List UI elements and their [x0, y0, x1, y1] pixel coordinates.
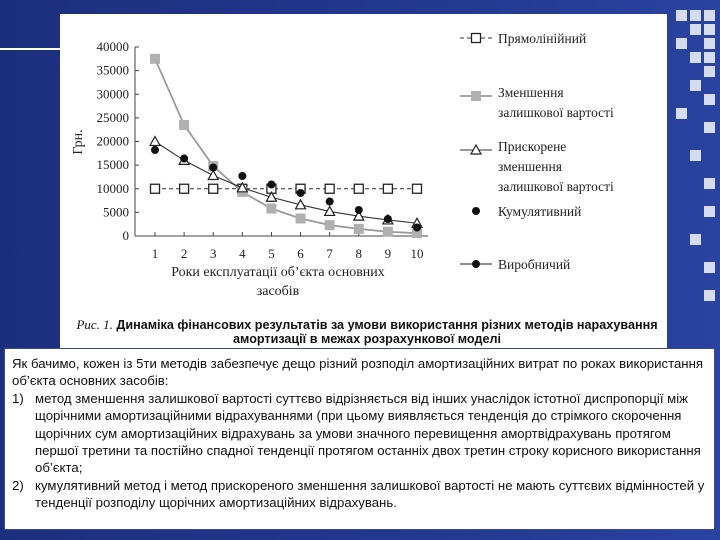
list-number: 1) [12, 390, 24, 406]
x-tick-label: 9 [384, 246, 392, 261]
x-tick-label: 2 [180, 246, 188, 261]
data-point [151, 54, 160, 63]
data-point [384, 215, 392, 223]
data-point [326, 198, 334, 206]
figure-caption [72, 318, 662, 346]
x-tick-label: 4 [239, 246, 246, 261]
x-axis-label: засобів [256, 284, 300, 299]
decorative-square [704, 290, 715, 301]
x-tick-label: 1 [151, 246, 159, 261]
legend-label: Зменшення [498, 85, 564, 100]
decorative-square [690, 80, 701, 91]
series-line-2 [155, 59, 417, 233]
legend-marker [472, 260, 480, 268]
decorative-square [690, 10, 701, 21]
list-item [12, 390, 708, 477]
decorative-square [704, 66, 715, 77]
series-line-3 [155, 142, 417, 224]
data-point [325, 221, 334, 230]
decorative-square [690, 24, 701, 35]
decorative-square [704, 94, 715, 105]
decorative-square [690, 150, 701, 161]
decorative-square [690, 234, 701, 245]
list-item [12, 477, 708, 512]
decorative-square [704, 262, 715, 273]
legend-marker [472, 34, 481, 43]
decorative-square [704, 52, 715, 63]
legend-label: залишкової вартості [498, 105, 614, 120]
y-tick-label: 30000 [96, 86, 129, 102]
data-point [383, 227, 392, 236]
y-tick-label: 15000 [96, 157, 129, 173]
depreciation-chart [60, 14, 667, 348]
x-tick-label: 5 [268, 246, 275, 261]
data-point [355, 206, 363, 214]
data-point [267, 180, 275, 188]
x-tick-label: 10 [410, 246, 424, 261]
data-point [209, 163, 217, 171]
data-point [297, 189, 305, 197]
x-tick-label: 6 [297, 246, 304, 261]
data-point [267, 204, 276, 213]
legend-label: Прискорене [498, 139, 567, 154]
legend-label: Виробничий [498, 257, 571, 272]
data-point [354, 184, 363, 193]
decorative-square [704, 38, 715, 49]
caption-title: Динаміка фінансових результатів за умови використання різних методів нарахування амортизації в межах розрахункової моделі [116, 318, 658, 346]
decorative-square [704, 122, 715, 133]
y-tick-label: 10000 [96, 180, 129, 196]
caption-label: Рис. 1. [76, 317, 113, 332]
data-point [296, 214, 305, 223]
decorative-square [704, 178, 715, 189]
legend-marker [472, 92, 481, 101]
x-axis-label: Роки експлуатації об’єкта основних [171, 265, 385, 280]
data-point [151, 146, 159, 154]
decorative-square [704, 206, 715, 217]
analysis-text [4, 348, 715, 530]
legend-label: зменшення [498, 159, 562, 174]
data-point [180, 184, 189, 193]
y-tick-label: 25000 [96, 109, 129, 125]
decorative-square [704, 10, 715, 21]
data-point [151, 184, 160, 193]
decorative-square [690, 52, 701, 63]
legend-label: залишкової вартості [498, 179, 614, 194]
list-number: 2) [12, 477, 24, 493]
y-tick-label: 5000 [103, 204, 129, 220]
y-axis-label: Грн. [71, 129, 86, 155]
y-tick-label: 0 [122, 228, 129, 243]
data-point [354, 224, 363, 233]
decorative-line [0, 48, 62, 50]
legend-marker [472, 207, 480, 215]
list-text: кумулятивний метод і метод прискореного зменшення залишкової вартості не мають суттєвих відмінностей у тенденції розподілу щорічних амортизаційних відрахувань. [35, 477, 705, 511]
list-text: метод зменшення залишкової вартості суттєво відрізняється від інших унаслідок істотної диспропорції між щорічними амортизаційними відрахуваннями (при цьому виявляється тенденція до стрімкого скорочення щорічних сум амортизаційних відрахувань за умови значного перевищення амортвідрахувань протягом першої третини та постійно спадної тенденції протягом останніх двох третин строку корисного використання об’єкта; [35, 390, 701, 476]
data-point [180, 120, 189, 129]
figure-panel [60, 14, 667, 348]
analysis-intro: Як бачимо, кожен із 5ти методів забезпечує дещо різний розподіл амортизаційних витрат по роках використання об’єкта основних засобів: [12, 356, 704, 389]
y-tick-label: 40000 [96, 39, 129, 54]
data-point [413, 223, 421, 231]
x-tick-label: 7 [326, 246, 333, 261]
decorative-squares [676, 10, 716, 330]
data-point [208, 171, 218, 180]
legend-label: Кумулятивний [498, 204, 582, 219]
data-point [238, 172, 246, 180]
data-point [180, 155, 188, 163]
y-tick-label: 35000 [96, 62, 129, 78]
x-tick-label: 3 [209, 246, 217, 261]
decorative-square [676, 108, 687, 119]
data-point [413, 184, 422, 193]
data-point [383, 184, 392, 193]
x-tick-label: 8 [355, 246, 363, 261]
data-point [325, 184, 334, 193]
data-point [209, 184, 218, 193]
decorative-square [676, 38, 687, 49]
data-point [150, 137, 160, 146]
decorative-square [704, 24, 715, 35]
y-tick-label: 20000 [96, 133, 129, 149]
legend-label: Прямолінійний [498, 31, 587, 46]
decorative-square [676, 10, 687, 21]
